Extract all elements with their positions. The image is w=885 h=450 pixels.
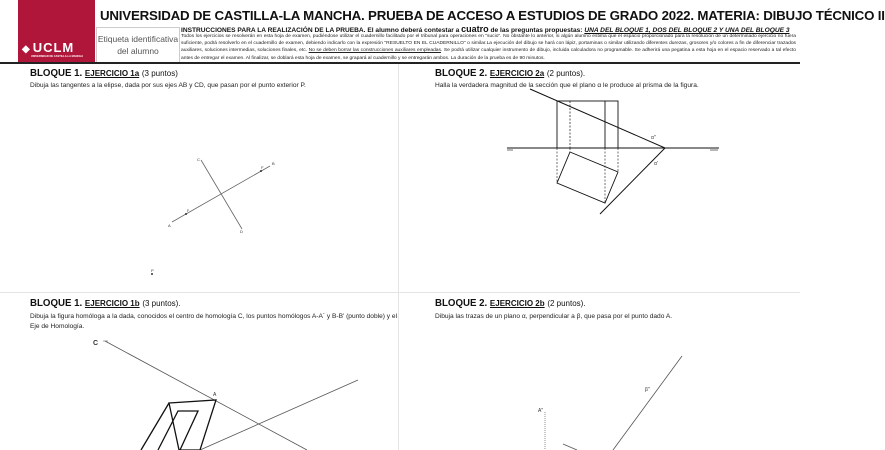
logo-mark: UCLM bbox=[32, 40, 75, 55]
exam-title: UNIVERSIDAD DE CASTILLA-LA MANCHA. PRUEBA DE ACCESO A ESTUDIOS DE GRADO 2022. MATERIA: DIBUJO TÉCNICO II bbox=[100, 8, 885, 23]
axis-cd bbox=[201, 160, 242, 229]
label-f: F bbox=[187, 209, 190, 213]
exercise-2a-description: Halla la verdadera magnitud de la sección que el plano α le produce al prisma de la figura. bbox=[435, 82, 699, 89]
instructions-title: INSTRUCCIONES PARA LA REALIZACIÓN DE LA PRUEBA. El alumno deberá contestar a cuatro de las preguntas propuestas: UNA DEL BLOQUE 1, DOS DEL BLOQUE 2 Y UNA DEL BLOQUE 3 bbox=[181, 24, 790, 34]
label-a: A bbox=[168, 223, 171, 228]
focus-f bbox=[185, 213, 187, 215]
given-figure-outer bbox=[169, 400, 216, 450]
figure-2a-prism bbox=[507, 89, 719, 214]
label-f-prime: F' bbox=[261, 166, 264, 170]
logo-subtitle: UNIVERSIDAD DE CASTILLA-LA MANCHA bbox=[30, 55, 84, 58]
label-c: C bbox=[197, 157, 200, 162]
ray-c-a bbox=[105, 341, 307, 450]
prism-elevation bbox=[557, 101, 618, 148]
focus-f-prime bbox=[260, 170, 262, 172]
figure-1a-ellipse-axes bbox=[151, 157, 275, 275]
label-a: A bbox=[213, 392, 217, 398]
exercise-1a-description: Dibuja las tangentes a la elipse, dada por sus ejes AB y CD, que pasan por el punto exterior P. bbox=[30, 82, 306, 89]
prism-plan bbox=[557, 152, 618, 203]
exercise-1a-title: BLOQUE 1. EJERCICIO 1a (3 puntos) bbox=[30, 68, 178, 79]
instructions-required-questions: UNA DEL BLOQUE 1, DOS DEL BLOQUE 2 Y UNA DEL BLOQUE 3 bbox=[584, 27, 790, 34]
plane-alpha-horizontal-trace bbox=[600, 148, 665, 214]
label-center-c: C bbox=[93, 340, 99, 347]
instructions-warning: No se deben borrar las construcciones auxiliares empleadas bbox=[308, 48, 441, 54]
label-b: B bbox=[272, 161, 275, 166]
plane-alpha-vertical-trace bbox=[530, 89, 665, 148]
homology-axis bbox=[200, 380, 358, 450]
exercise-2b-description: Dibuja las trazas de un plano α, perpendicular a β, que pasa por el punto dado A. bbox=[435, 313, 673, 320]
point-p bbox=[151, 273, 153, 275]
label-beta2: β'' bbox=[645, 387, 650, 393]
label-alpha1: α' bbox=[654, 161, 658, 167]
plane-beta-vertical-trace bbox=[613, 356, 682, 450]
logo-emblem-icon: ◆ bbox=[22, 44, 31, 55]
label-d: D bbox=[240, 229, 243, 234]
label-p: P bbox=[151, 268, 154, 273]
exercise-2b-title: BLOQUE 2. EJERCICIO 2b (2 puntos). bbox=[435, 298, 586, 309]
exercise-2a-title: BLOQUE 2. EJERCICIO 2a (2 puntos). bbox=[435, 68, 586, 79]
instructions-body: Todos los ejercicios se resolverán en esta hoja de examen, pudiéndose utilizar el cuadernillo facilitado por el tribunal para operaciones en "sucio". No obstante lo anterior, si algún alumno estima que el espacio proporcionado para la resolución de un determinado ejercicio no fuera suficiente, podrá resolverlo en el cuadernillo de examen, debiendo indicarlo con la expresión "RESUELTO EN EL CUADERNILLO" o similar.La ejecución del dibujo se hará con lápiz, portaminas o similar utilizando diferentes durezas, grosores y/o colores a fin de diferenciar trazados auxiliares, soluciones intermedias, soluciones finales, etc. No se deben borrar las construcciones auxiliares empleadas. Se podrá utilizar cualquier instrumento de dibujo, incluida calculadora no programable. Se adherirá una pegatina a esta hoja en el espacio reservado a tal efecto antes de entregar el examen. Al finalizar, se doblará esta hoja de examen, se grapará al cuadernillo y se entregarán ambos. La duración de la prueba es de 90 minutos. bbox=[181, 34, 796, 61]
figure-2b-planes bbox=[545, 356, 682, 450]
label-alpha2: α'' bbox=[651, 135, 656, 141]
exercise-1b-description: Dibuja la figura homóloga a la dada, conocidos el centro de homología C, los puntos homólogos A-A´ y B-B' (punto doble) y el Eje de Homología. bbox=[30, 313, 398, 330]
figure-1b-homology bbox=[103, 341, 358, 450]
exercise-1b-title: BLOQUE 1. EJERCICIO 1b (3 puntos). bbox=[30, 298, 181, 309]
student-label-line1: Etiqueta identificativa bbox=[97, 34, 179, 44]
label-a2: A'' bbox=[538, 408, 544, 414]
student-label-line2: del alumno bbox=[117, 46, 159, 56]
